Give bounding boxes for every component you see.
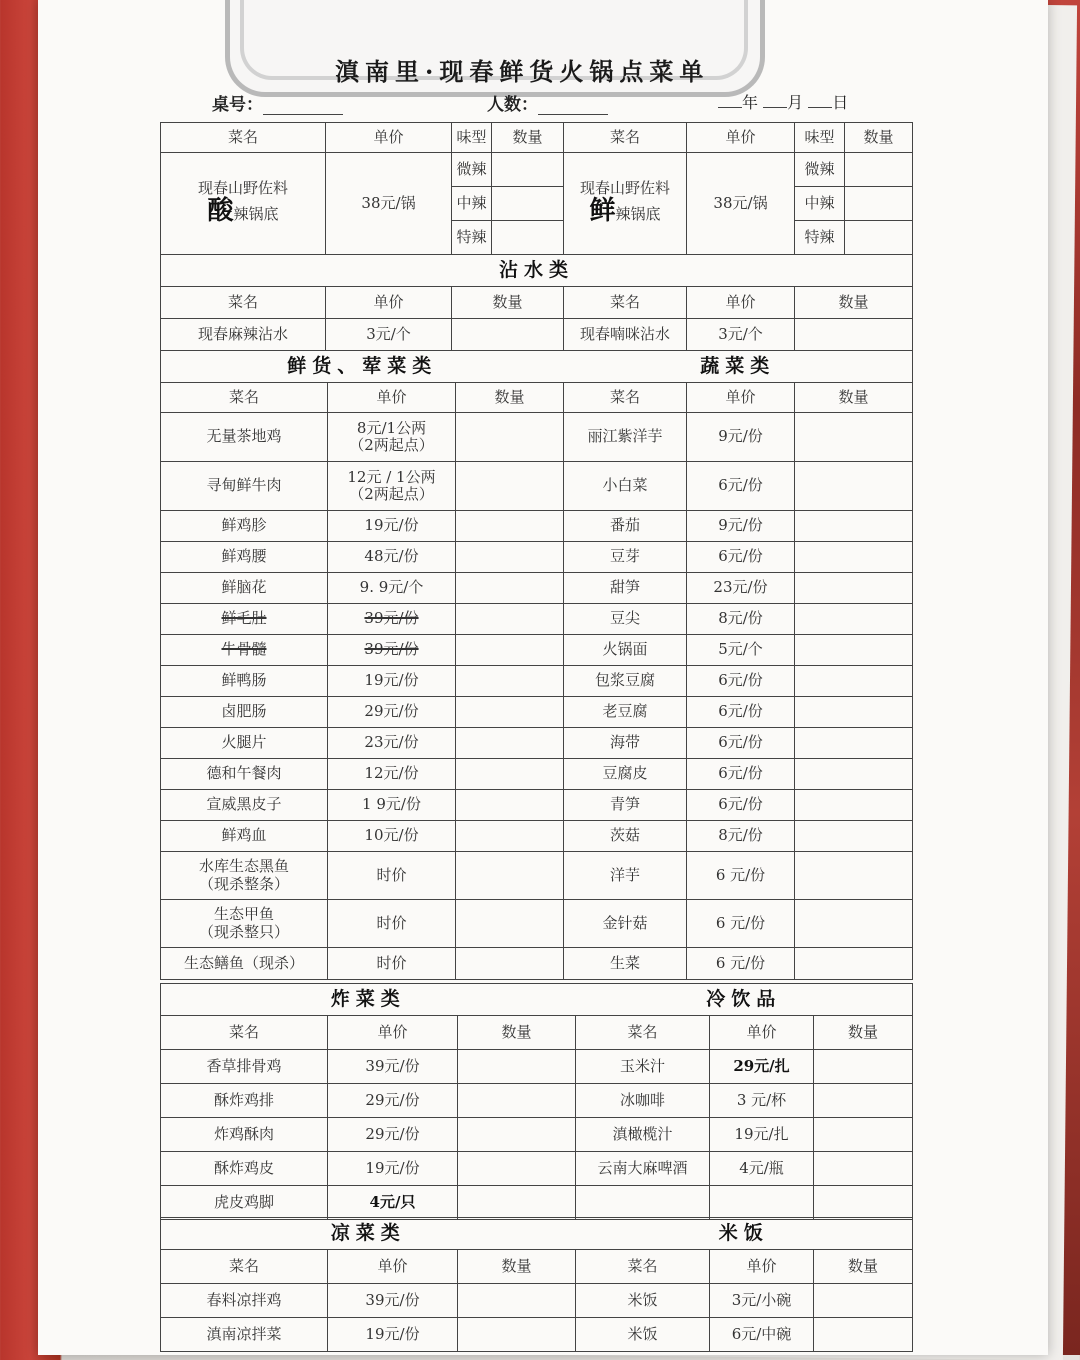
table-row	[161, 852, 913, 900]
qty-cell[interactable]	[795, 573, 913, 604]
item-name: 酥炸鸡皮	[161, 1152, 328, 1186]
item-price: 29元/扎	[710, 1050, 814, 1084]
item-price: 19元/份	[328, 511, 456, 542]
item-price: 6 元/份	[687, 852, 795, 900]
item-name: 酥炸鸡排	[161, 1084, 328, 1118]
cold-header-row	[161, 1250, 913, 1284]
item-price: 1 9元/份	[328, 790, 456, 821]
col-header: 单价	[710, 1250, 814, 1284]
item-price: 9. 9元/个	[328, 573, 456, 604]
qty-cell[interactable]	[456, 697, 564, 728]
qty-cell[interactable]	[458, 1084, 576, 1118]
item-name: 滇南凉拌菜	[161, 1318, 328, 1352]
dip-header-row	[161, 287, 913, 319]
people-count-field[interactable]	[487, 90, 608, 115]
item-name: 茨菇	[564, 821, 687, 852]
col-header: 菜名	[564, 123, 687, 153]
qty-cell[interactable]	[795, 511, 913, 542]
qty-cell[interactable]	[814, 1152, 913, 1186]
item-name-struck: 鲜毛肚	[161, 604, 328, 635]
col-header: 单价	[326, 287, 452, 319]
item-name: 海带	[564, 728, 687, 759]
table-row	[161, 1050, 913, 1084]
col-header: 数量	[814, 1016, 913, 1050]
col-header: 数量	[814, 1250, 913, 1284]
qty-cell[interactable]	[458, 1050, 576, 1084]
table-row	[161, 759, 913, 790]
col-header: 菜名	[161, 1016, 328, 1050]
col-header: 数量	[795, 383, 913, 413]
qty-cell[interactable]	[795, 462, 913, 511]
item-price	[710, 1186, 814, 1220]
item-price: 9元/份	[687, 413, 795, 462]
month-label: 月	[787, 93, 804, 112]
qty-cell[interactable]	[458, 1284, 576, 1318]
qty-cell[interactable]	[456, 573, 564, 604]
item-price: 8元/份	[687, 821, 795, 852]
item-price: 6元/份	[687, 462, 795, 511]
col-header: 单价	[687, 383, 795, 413]
table-row	[161, 1186, 913, 1220]
qty-cell[interactable]	[492, 187, 564, 221]
col-header: 菜名	[564, 287, 687, 319]
item-name: 鲜脑花	[161, 573, 328, 604]
soup-left-name-big: 酸	[207, 196, 234, 227]
qty-cell[interactable]	[814, 1118, 913, 1152]
soup-left-name-line1: 现春山野佐料	[197, 178, 288, 197]
date-field[interactable]	[718, 90, 848, 113]
section-title-vegetables: 蔬菜类	[564, 351, 913, 383]
col-header: 数量	[795, 287, 913, 319]
item-name	[161, 900, 328, 948]
item-name: 寻甸鲜牛肉	[161, 462, 328, 511]
qty-cell[interactable]	[795, 900, 913, 948]
spice-medium: 中辣	[452, 187, 492, 221]
item-price: 39元/份	[328, 1050, 458, 1084]
item-price: 29元/份	[328, 1084, 458, 1118]
item-price: 4元/只	[328, 1186, 458, 1220]
item-name: 现春麻辣沾水	[161, 319, 326, 351]
item-name: 香草排骨鸡	[161, 1050, 328, 1084]
item-name: 豆尖	[564, 604, 687, 635]
fried-drinks-table	[160, 983, 913, 1220]
cold-rice-table	[160, 1217, 913, 1352]
item-price: 9元/份	[687, 511, 795, 542]
dip-table	[160, 254, 913, 351]
soup-right-name-rest: 辣锅底	[615, 205, 661, 224]
item-price: 19元/扎	[710, 1118, 814, 1152]
item-name-line1: 水库生态黑鱼	[198, 857, 289, 876]
item-price: 4元/瓶	[710, 1152, 814, 1186]
col-header: 单价	[710, 1016, 814, 1050]
qty-cell[interactable]	[814, 1050, 913, 1084]
table-row	[161, 900, 913, 948]
qty-cell[interactable]	[458, 1118, 576, 1152]
item-name: 番茄	[564, 511, 687, 542]
soup-base-table	[160, 122, 913, 255]
qty-cell[interactable]	[845, 153, 913, 187]
section-title-cold-drinks: 冷饮品	[576, 984, 913, 1016]
qty-cell[interactable]	[456, 462, 564, 511]
qty-cell[interactable]	[456, 542, 564, 573]
item-price: 23元/份	[328, 728, 456, 759]
qty-cell[interactable]	[456, 728, 564, 759]
item-name: 青笋	[564, 790, 687, 821]
item-name: 老豆腐	[564, 697, 687, 728]
item-price: 19元/份	[328, 1152, 458, 1186]
table-row	[161, 666, 913, 697]
item-price: 39元/份	[328, 1284, 458, 1318]
item-name: 滇橄榄汁	[576, 1118, 710, 1152]
section-title-fresh: 鲜货、荤菜类	[161, 351, 564, 383]
qty-cell[interactable]	[456, 511, 564, 542]
qty-cell[interactable]	[795, 697, 913, 728]
fresh-header-row	[161, 383, 913, 413]
item-name: 鲜鸡腰	[161, 542, 328, 573]
item-name: 德和午餐肉	[161, 759, 328, 790]
item-name	[576, 1186, 710, 1220]
item-price: 6元/份	[687, 697, 795, 728]
table-row	[161, 821, 913, 852]
item-price-struck: 39元/份	[328, 635, 456, 666]
item-name: 炸鸡酥肉	[161, 1118, 328, 1152]
table-row	[161, 573, 913, 604]
item-price: 3元/小碗	[710, 1284, 814, 1318]
item-price: 6元/份	[687, 759, 795, 790]
qty-cell[interactable]	[795, 413, 913, 462]
qty-cell[interactable]	[456, 790, 564, 821]
table-row	[161, 728, 913, 759]
item-name: 鲜鸡血	[161, 821, 328, 852]
spice-mild: 微辣	[452, 153, 492, 187]
col-header: 菜名	[161, 287, 326, 319]
price-line2: （2两起点）	[349, 485, 434, 503]
table-row	[161, 1118, 913, 1152]
item-price: 时价	[328, 900, 456, 948]
soup-header-row	[161, 123, 913, 153]
spice-extra: 特辣	[452, 221, 492, 255]
item-name-struck: 牛骨髓	[161, 635, 328, 666]
item-name: 无量茶地鸡	[161, 413, 328, 462]
price-line2: （2两起点）	[349, 436, 434, 454]
item-price: 19元/份	[328, 1318, 458, 1352]
item-name: 包浆豆腐	[564, 666, 687, 697]
item-price: 23元/份	[687, 573, 795, 604]
fresh-veg-table	[160, 350, 913, 980]
soup-right-name-big: 鲜	[589, 196, 616, 227]
col-header: 数量	[458, 1016, 576, 1050]
menu-title: 滇南里·现春鲜货火锅点菜单	[335, 57, 710, 86]
qty-cell[interactable]	[452, 319, 564, 351]
table-row	[161, 542, 913, 573]
item-name: 丽江紫洋芋	[564, 413, 687, 462]
item-price: 6元/份	[687, 666, 795, 697]
qty-cell[interactable]	[845, 187, 913, 221]
col-header: 数量	[458, 1250, 576, 1284]
item-price: 29元/份	[328, 1118, 458, 1152]
item-price	[328, 413, 456, 462]
item-price: 6元/份	[687, 728, 795, 759]
item-name: 现春喃咪沾水	[564, 319, 687, 351]
item-price-struck: 39元/份	[328, 604, 456, 635]
qty-cell[interactable]	[795, 728, 913, 759]
item-name: 火腿片	[161, 728, 328, 759]
item-name	[161, 852, 328, 900]
item-name: 甜笋	[564, 573, 687, 604]
col-header: 味型	[795, 123, 845, 153]
item-name: 豆芽	[564, 542, 687, 573]
table-row-struck	[161, 635, 913, 666]
item-price: 6 元/份	[687, 948, 795, 980]
col-header: 单价	[687, 287, 795, 319]
item-name: 鲜鸡胗	[161, 511, 328, 542]
item-name: 洋芋	[564, 852, 687, 900]
qty-cell[interactable]	[456, 759, 564, 790]
col-header: 单价	[328, 383, 456, 413]
qty-cell[interactable]	[845, 221, 913, 255]
qty-cell[interactable]	[492, 153, 564, 187]
soup-left-name-rest: 辣锅底	[233, 205, 279, 224]
qty-cell[interactable]	[456, 413, 564, 462]
soup-left-price: 38元/锅	[326, 153, 452, 255]
col-header: 数量	[452, 287, 564, 319]
item-name-line2: （现杀整只）	[198, 922, 289, 941]
qty-cell[interactable]	[456, 852, 564, 900]
fried-header-row	[161, 1016, 913, 1050]
item-price: 时价	[328, 852, 456, 900]
soup-right-name-line1: 现春山野佐料	[579, 178, 670, 197]
table-row	[161, 1284, 913, 1318]
item-price: 5元/个	[687, 635, 795, 666]
table-row	[161, 948, 913, 980]
table-number-field[interactable]	[212, 90, 343, 115]
qty-cell[interactable]	[814, 1318, 913, 1352]
table-row	[161, 319, 913, 351]
table-row	[161, 1152, 913, 1186]
item-price	[328, 462, 456, 511]
qty-cell[interactable]	[458, 1152, 576, 1186]
col-header: 单价	[326, 123, 452, 153]
item-name: 豆腐皮	[564, 759, 687, 790]
col-header: 单价	[687, 123, 795, 153]
col-header: 数量	[456, 383, 564, 413]
table-number-line	[263, 114, 343, 115]
soup-right-name	[564, 153, 687, 255]
soup-left-name	[161, 153, 326, 255]
qty-cell[interactable]	[795, 542, 913, 573]
people-count-label: 人数：	[487, 95, 538, 115]
item-name: 米饭	[576, 1284, 710, 1318]
section-title-rice: 米饭	[576, 1218, 913, 1250]
item-name: 春料凉拌鸡	[161, 1284, 328, 1318]
section-title-fried: 炸菜类	[161, 984, 576, 1016]
table-row	[161, 511, 913, 542]
item-price: 3元/个	[326, 319, 452, 351]
item-price: 时价	[328, 948, 456, 980]
item-price: 8元/份	[687, 604, 795, 635]
qty-cell[interactable]	[814, 1186, 913, 1220]
qty-cell[interactable]	[795, 635, 913, 666]
section-title-dip: 沾水类	[161, 255, 913, 287]
item-price: 3 元/杯	[710, 1084, 814, 1118]
item-name: 小白菜	[564, 462, 687, 511]
item-price: 6元/份	[687, 790, 795, 821]
qty-cell[interactable]	[795, 319, 913, 351]
qty-cell[interactable]	[458, 1318, 576, 1352]
qty-cell[interactable]	[795, 790, 913, 821]
item-price: 3元/个	[687, 319, 795, 351]
table-row	[161, 1084, 913, 1118]
table-row	[161, 1318, 913, 1352]
qty-cell[interactable]	[458, 1186, 576, 1220]
table-row	[161, 462, 913, 511]
qty-cell[interactable]	[795, 852, 913, 900]
item-price: 6 元/份	[687, 900, 795, 948]
qty-cell[interactable]	[456, 635, 564, 666]
qty-cell[interactable]	[456, 948, 564, 980]
item-name: 米饭	[576, 1318, 710, 1352]
item-name: 生态鳝鱼（现杀）	[161, 948, 328, 980]
table-row-struck	[161, 604, 913, 635]
section-title-cold-dishes: 凉菜类	[161, 1218, 576, 1250]
qty-cell[interactable]	[814, 1084, 913, 1118]
table-row	[161, 413, 913, 462]
item-name: 宣威黑皮子	[161, 790, 328, 821]
qty-cell[interactable]	[795, 604, 913, 635]
spice-extra: 特辣	[795, 221, 845, 255]
col-header: 菜名	[576, 1250, 710, 1284]
col-header: 数量	[492, 123, 564, 153]
people-count-line	[538, 114, 608, 115]
item-price: 6元/中碗	[710, 1318, 814, 1352]
item-name: 虎皮鸡脚	[161, 1186, 328, 1220]
col-header: 数量	[845, 123, 913, 153]
item-price: 6元/份	[687, 542, 795, 573]
item-name: 玉米汁	[576, 1050, 710, 1084]
col-header: 菜名	[576, 1016, 710, 1050]
qty-cell[interactable]	[456, 604, 564, 635]
col-header: 菜名	[564, 383, 687, 413]
item-name: 生菜	[564, 948, 687, 980]
item-name: 卤肥肠	[161, 697, 328, 728]
item-name: 金针菇	[564, 900, 687, 948]
qty-cell[interactable]	[456, 666, 564, 697]
qty-cell[interactable]	[795, 759, 913, 790]
qty-cell[interactable]	[456, 900, 564, 948]
table-row	[161, 790, 913, 821]
col-header: 味型	[452, 123, 492, 153]
item-price: 10元/份	[328, 821, 456, 852]
qty-cell[interactable]	[795, 821, 913, 852]
item-price: 12元/份	[328, 759, 456, 790]
item-name-line2: （现杀整条）	[198, 874, 289, 893]
price-line1: 12元 / 1公两	[347, 467, 436, 486]
item-name: 鲜鸭肠	[161, 666, 328, 697]
col-header: 菜名	[161, 1250, 328, 1284]
item-name: 云南大麻啤酒	[576, 1152, 710, 1186]
col-header: 菜名	[161, 123, 326, 153]
table-number-label: 桌号：	[212, 95, 263, 115]
item-name-line1: 生态甲鱼	[213, 905, 274, 924]
item-price: 48元/份	[328, 542, 456, 573]
qty-cell[interactable]	[814, 1284, 913, 1318]
spice-medium: 中辣	[795, 187, 845, 221]
item-name: 火锅面	[564, 635, 687, 666]
qty-cell[interactable]	[795, 948, 913, 980]
col-header: 单价	[328, 1016, 458, 1050]
item-price: 19元/份	[328, 666, 456, 697]
table-row	[161, 697, 913, 728]
item-name: 冰咖啡	[576, 1084, 710, 1118]
qty-cell[interactable]	[456, 821, 564, 852]
col-header: 菜名	[161, 383, 328, 413]
year-label: 年	[742, 93, 759, 112]
spice-mild: 微辣	[795, 153, 845, 187]
price-line1: 8元/1公两	[356, 418, 427, 437]
day-label: 日	[832, 93, 849, 112]
qty-cell[interactable]	[795, 666, 913, 697]
col-header: 单价	[328, 1250, 458, 1284]
item-price: 29元/份	[328, 697, 456, 728]
qty-cell[interactable]	[492, 221, 564, 255]
soup-right-price: 38元/锅	[687, 153, 795, 255]
